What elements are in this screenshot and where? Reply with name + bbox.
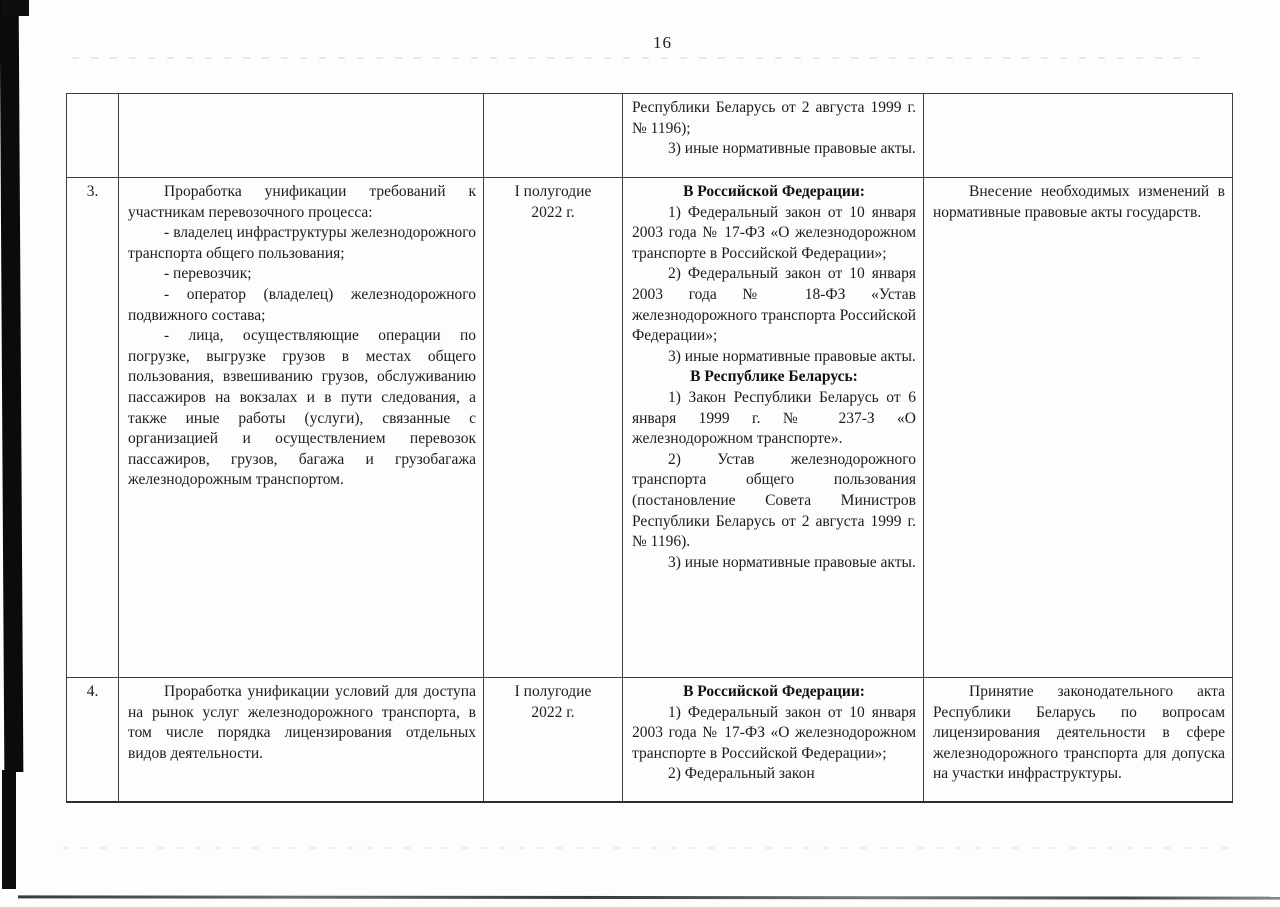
section-header-republic-belarus: В Республике Беларусь: xyxy=(690,368,858,386)
task-paragraph: Проработка унификации требований к участникам перевозочного процесса: xyxy=(128,183,476,221)
legal-item: 2) Федеральный закон от 10 января 2003 года № 18-ФЗ «Устав железнодорожного транспорта Российской Федерации»; xyxy=(632,265,916,345)
legal-item-continued: Республики Беларусь от 2 августа 1999 г. № 1196); xyxy=(632,99,916,137)
result-paragraph: Внесение необходимых изменений в нормативные правовые акты государств. xyxy=(933,183,1225,221)
task-list-item: - владелец инфраструктуры железнодорожного транспорта общего пользования; xyxy=(128,224,476,262)
cell-term xyxy=(484,178,623,678)
cell-term xyxy=(484,678,623,802)
page-number: 16 xyxy=(653,33,672,52)
scan-noise-streak-top xyxy=(72,57,1202,59)
cell-result xyxy=(924,178,1233,678)
term-line: 2022 г. xyxy=(531,703,575,721)
scan-artifact-left-bar-bottom xyxy=(2,770,16,889)
row-number: 3. xyxy=(86,183,99,200)
legal-item: 1) Федеральный закон от 10 января 2003 года № 17-ФЗ «О железнодорожном транспорте в Российской Федерации»; xyxy=(632,203,916,262)
scan-noise-streak-bottom xyxy=(62,847,1232,849)
section-header-russian-federation: В Российской Федерации: xyxy=(683,683,865,700)
task-list-item: - лица, осуществляющие операции по погрузке, выгрузке грузов в местах общего пользования, взвешиванию грузов, обслуживанию пассажиров на вокзалах и в пути следования, а также иные работы (услуги), связанные с организацией и осуществлением перевозок пассажиров, грузов, багажа и грузобагажа железнодорожным транспортом. xyxy=(128,327,476,489)
cell-result xyxy=(924,678,1233,802)
legal-item: 3) иные нормативные правовые акты. xyxy=(668,140,916,158)
term-line: I полугодие xyxy=(514,683,592,700)
cell-task xyxy=(119,178,484,678)
task-list-item: - перевозчик; xyxy=(164,265,252,283)
cell-legal-basis xyxy=(623,678,924,802)
legal-item: 1) Федеральный закон от 10 января 2003 года № 17-ФЗ «О железнодорожном транспорте в Российской Федерации»; xyxy=(632,703,916,762)
legal-item: 3) иные нормативные правовые акты. xyxy=(668,347,916,365)
cell-task-empty xyxy=(119,94,484,178)
legal-item: 3) иные нормативные правовые акты. xyxy=(668,553,916,571)
task-list-item: - оператор (владелец) железнодорожного подвижного состава; xyxy=(128,285,476,324)
table-row-4 xyxy=(67,678,1233,802)
result-paragraph: Принятие законодательного акта Республики Беларусь по вопросам лицензирования деятельности в сфере железнодорожного транспорта для допуска на участки инфраструктуры. xyxy=(933,683,1225,783)
legal-item-truncated: 2) Федеральный закон xyxy=(668,765,815,783)
section-header-russian-federation: В Российской Федерации: xyxy=(683,183,865,200)
cell-legal-basis xyxy=(623,178,924,678)
table-row-continuation xyxy=(67,94,1233,178)
legal-item: 2) Устав железнодорожного транспорта общего пользования (постановление Совета Министров Республики Беларусь от 2 августа 1999 г. № 1196). xyxy=(632,450,916,551)
table-row-3 xyxy=(67,178,1233,678)
cell-legal-basis xyxy=(623,94,924,178)
cell-result-empty xyxy=(924,94,1233,178)
cell-number-empty xyxy=(67,94,119,178)
cell-number xyxy=(67,178,119,678)
scan-artifact-left-corner xyxy=(2,0,29,16)
legal-item: 1) Закон Республики Беларусь от 6 января 1999 г. № 237-З «О железнодорожном транспорте». xyxy=(632,388,916,448)
term-line: I полугодие xyxy=(514,183,592,200)
scan-artifact-left-bar-top xyxy=(0,0,23,772)
row-number: 4. xyxy=(86,683,99,700)
cell-task xyxy=(119,678,484,802)
cell-term-empty xyxy=(484,94,623,178)
scan-artifact-bottom-edge xyxy=(18,895,1280,899)
term-line: 2022 г. xyxy=(531,203,575,221)
plan-table xyxy=(66,93,1233,803)
task-paragraph: Проработка унификации условий для доступа на рынок услуг железнодорожного транспорта, в том числе порядка лицензирования отдельных видов деятельности. xyxy=(128,683,476,762)
cell-number xyxy=(67,678,119,802)
